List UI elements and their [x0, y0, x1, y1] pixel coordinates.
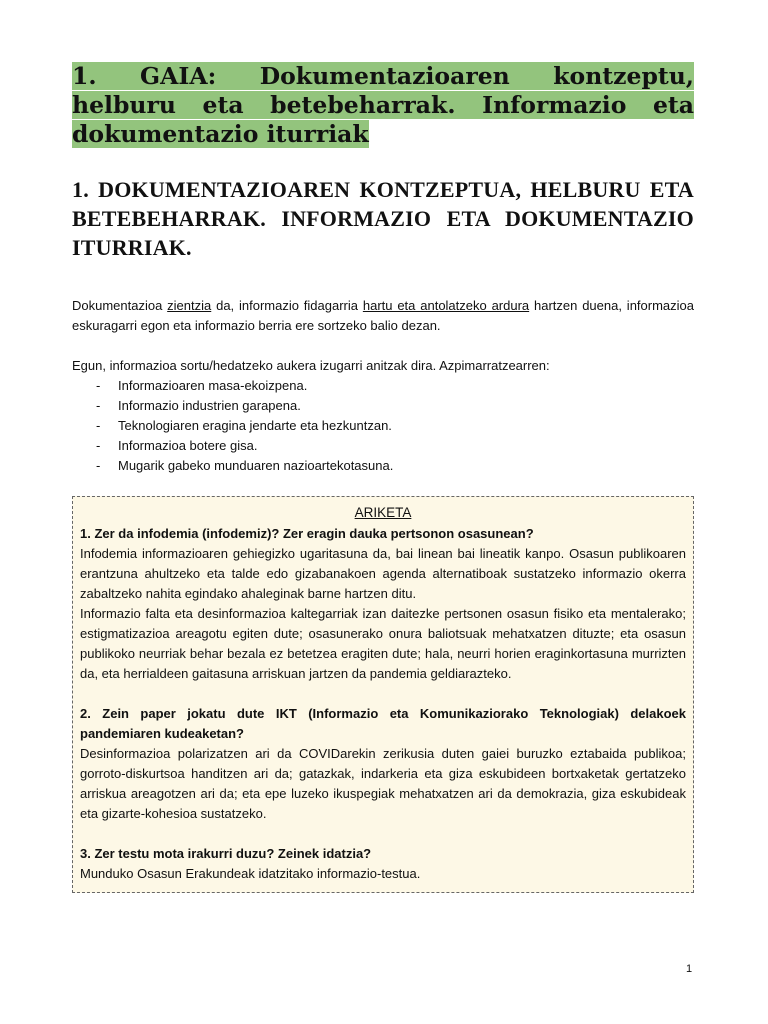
- list-item-text: Informazioa botere gisa.: [118, 438, 258, 453]
- dash-bullet: -: [96, 378, 101, 393]
- answer-1-paragraph-1: Infodemia informazioaren gehiegizko ugaritasuna da, bai linean bai lineatik kanpo. Osasun publikoaren erantzuna ahultzeko eta talde edo gizabanakoen agenda alternatiboak sustatzeko informazio okerra zabaltzeko nahita egindako ahaleginak barne hartzen ditu.: [80, 546, 686, 601]
- page-title: [72, 62, 694, 149]
- answer-3: Munduko Osasun Erakundeak idatzitako informazio-testua.: [80, 866, 421, 881]
- list-item: [72, 416, 694, 436]
- text-run: hartzen duena, informazioa eskuragarri egon eta informazio berria ere sortzeko balio dezan.: [72, 298, 694, 333]
- dash-bullet: -: [96, 458, 101, 473]
- list-item-text: Mugarik gabeko munduaren nazioartekotasuna.: [118, 458, 394, 473]
- list-item: [72, 376, 694, 396]
- list-item: [72, 396, 694, 416]
- section-heading: 1. DOKUMENTAZIOAREN KONTZEPTUA, HELBURU ETA BETEBEHARRAK. INFORMAZIO ETA DOKUMENTAZIO ITURRIAK.: [72, 177, 694, 260]
- spacer: [80, 824, 686, 844]
- intro-paragraph-2: Egun, informazioa sortu/hedatzeko aukera izugarri anitzak dira. Azpimarratzearren:: [72, 358, 550, 373]
- question-2: 2. Zein paper jokatu dute IKT (Informazio eta Komunikaziorako Teknologiak) delakoek pandemiaren kudeaketan?: [80, 706, 686, 741]
- answer-1-paragraph-2: Informazio falta eta desinformazioa kaltegarriak izan daitezke pertsonen osasun fisiko eta mentalerako; estigmatizazioa areagotu egiten dute; osasunerako onura baliotsuak mehatxatzen dituzte; eta osasun publikoko neurriak behar bezala ez betetzea eragiten dute; hala, neurri horien eraginkortasuna murrizten da, eta herrialdeen gaitasuna arriskuan jartzen da pandemia geldiarazteko.: [80, 606, 686, 681]
- dash-bullet: -: [96, 398, 101, 413]
- underlined-term-zientzia: zientzia: [167, 298, 212, 313]
- bullet-list: [72, 376, 694, 476]
- text-run: Dokumentazioa: [72, 298, 168, 313]
- list-item: [72, 436, 694, 456]
- exercise-title: ARIKETA: [354, 505, 412, 520]
- page-number: 1: [686, 963, 693, 975]
- title-highlight: 1. GAIA: Dokumentazioaren kontzeptu, helburu eta betebeharrak. Informazio eta dokumentazio iturriak: [72, 62, 694, 148]
- list-item: [72, 456, 694, 476]
- exercise-box: [72, 496, 694, 893]
- list-item-text: Teknologiaren eragina jendarte eta hezkuntzan.: [118, 418, 392, 433]
- answer-2: Desinformazioa polarizatzen ari da COVIDarekin zerikusia duten gaiei buruzko eztabaida publikoa; gorroto-diskurtsoa handitzen ari da; gatazkak, indarkeria eta giza eskubideen bortxaketak gertatzeko arriskua areagotzen ari da; eta epe luzeko ikuspegiak mehatxatzen ari da demokrazia, giza eskubideak eta gizarte-kohesioa sustatzeko.: [80, 746, 686, 821]
- list-item-text: Informazio industrien garapena.: [118, 398, 301, 413]
- dash-bullet: -: [96, 438, 101, 453]
- underlined-phrase-ardura: hartu eta antolatzeko ardura: [362, 298, 530, 313]
- document-page: [72, 62, 694, 893]
- intro-paragraph-1: [72, 296, 694, 336]
- list-item-text: Informazioaren masa-ekoizpena.: [118, 378, 308, 393]
- spacer: [80, 684, 686, 704]
- question-1: 1. Zer da infodemia (infodemiz)? Zer eragin dauka pertsonon osasunean?: [80, 526, 534, 541]
- dash-bullet: -: [96, 418, 101, 433]
- question-3: 3. Zer testu mota irakurri duzu? Zeinek idatzia?: [80, 846, 372, 861]
- text-run: da, informazio fidagarria: [211, 298, 363, 313]
